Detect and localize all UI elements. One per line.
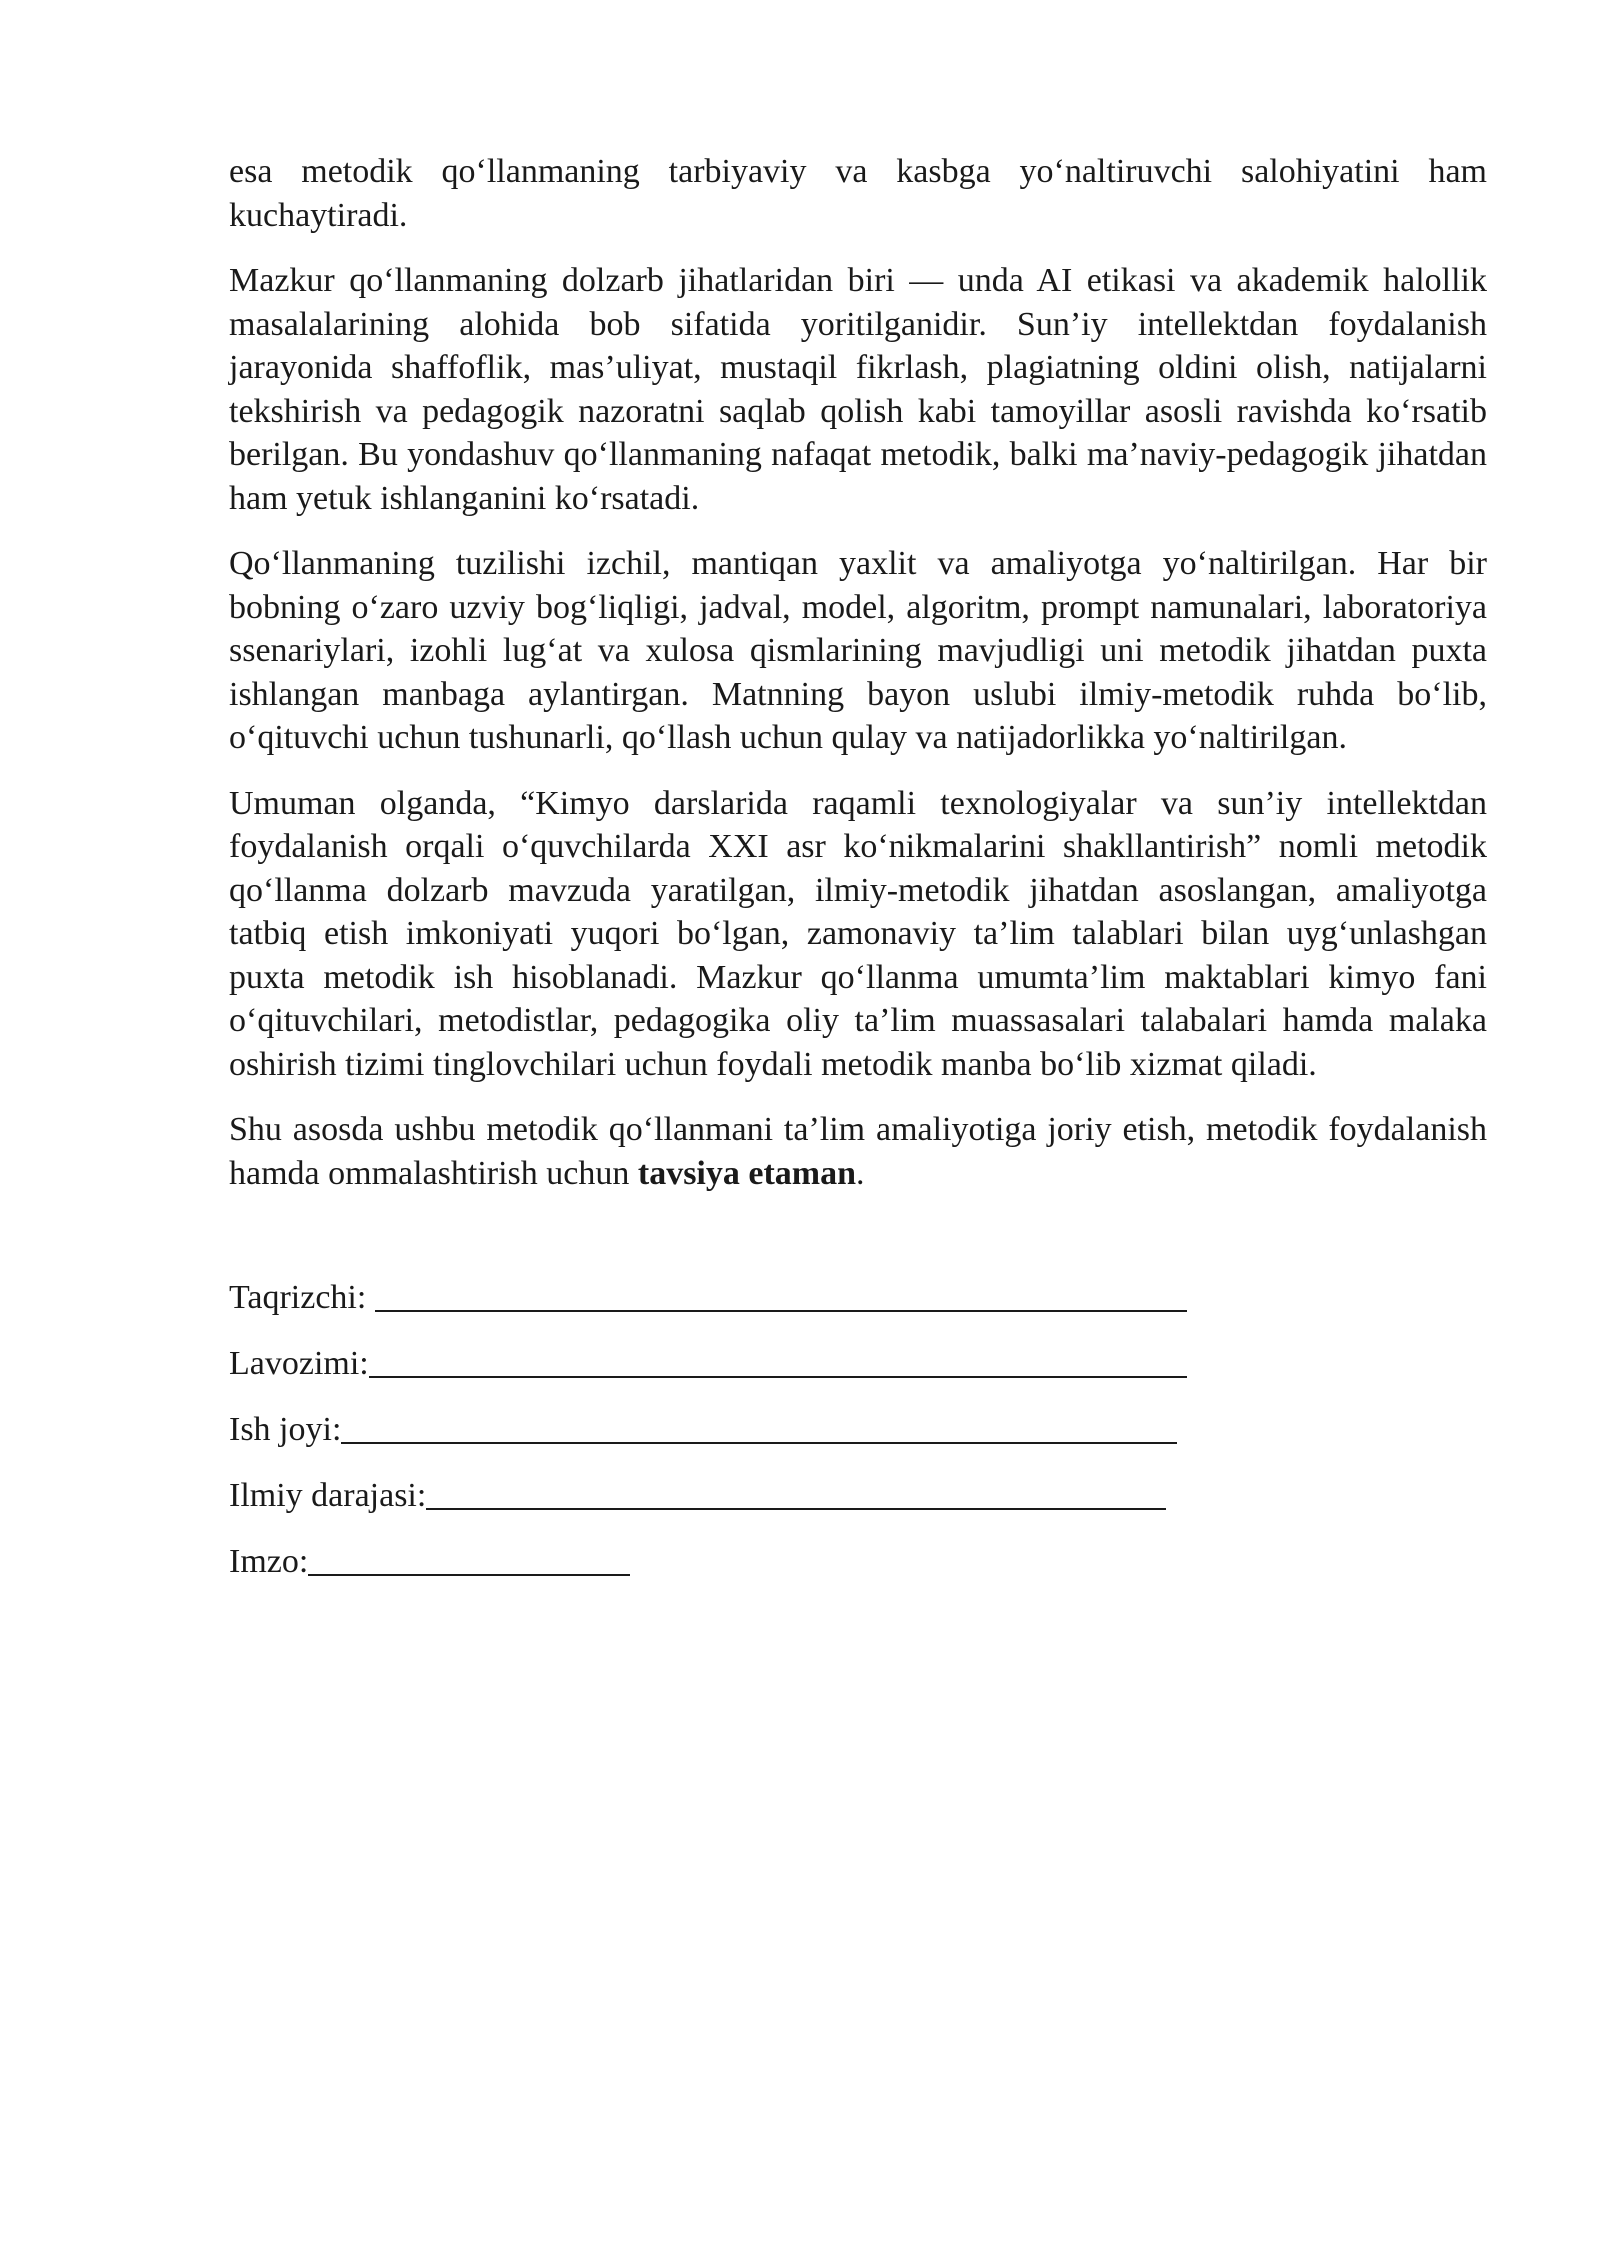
signature-block	[229, 1265, 1487, 1595]
document-page	[229, 150, 1487, 1595]
reviewer-blank-line	[375, 1280, 1187, 1312]
paragraph-4: Umuman olganda, “Kimyo darslarida raqamli texnologiyalar va sun’iy intellektdan foydalanish orqali o‘quvchilarda XXI asr ko‘nikmalarini shakllantirish” nomli metodik qo‘llanma dolzarb mavzuda yaratilgan, ilmiy-metodik jihatdan asoslangan, amaliyotga tatbiq etish imkoniyati yuqori bo‘lgan, zamonaviy ta’lim talablari bilan uyg‘unlashgan puxta metodik ish hisoblanadi. Mazkur qo‘llanma umumta’lim maktablari kimyo fani o‘qituvchilari, metodistlar, pedagogika oliy ta’lim muassasalari talabalari hamda malaka oshirish tizimi tinglovchilari uchun foydali metodik manba bo‘lib xizmat qiladi.	[229, 784, 1487, 1083]
conclusion-end: .	[856, 1154, 865, 1192]
conclusion-paragraph	[229, 1108, 1487, 1195]
conclusion-text: Shu asosda ushbu metodik qo‘llanmani ta’lim amaliyotiga joriy etish, metodik foydalanish hamda ommalashtirish uchun	[229, 1111, 1487, 1192]
degree-blank-line	[426, 1478, 1166, 1510]
position-row	[229, 1331, 1487, 1397]
workplace-row	[229, 1397, 1487, 1463]
reviewer-row	[229, 1265, 1487, 1331]
degree-row	[229, 1463, 1487, 1529]
paragraph-1: esa metodik qo‘llanmaning tarbiyaviy va kasbga yo‘naltiruvchi salohiyatini ham kuchaytiradi.	[229, 153, 1487, 234]
paragraph-3: Qo‘llanmaning tuzilishi izchil, mantiqan yaxlit va amaliyotga yo‘naltirilgan. Har bir bobning o‘zaro uzviy bog‘liqligi, jadval, model, algoritm, prompt namunalari, laboratoriya ssenariylari, izohli lug‘at va xulosa qismlarining mavjudligi uni metodik jihatdan puxta ishlangan manbaga aylantirgan. Matnning bayon uslubi ilmiy-metodik ruhda bo‘lib, o‘qituvchi uchun tushunarli, qo‘llash uchun qulay va natijadorlikka yo‘naltirilgan.	[229, 545, 1487, 756]
workplace-blank-line	[341, 1412, 1177, 1444]
position-label: Lavozimi:	[229, 1345, 369, 1382]
recommendation-bold: tavsiya etaman	[637, 1154, 857, 1192]
sign-row	[229, 1529, 1487, 1595]
sign-blank-line	[308, 1544, 630, 1576]
workplace-label: Ish joyi:	[229, 1411, 342, 1448]
paragraph-2: Mazkur qo‘llanmaning dolzarb jihatlaridan biri — unda AI etikasi va akademik halollik masalalarining alohida bob sifatida yoritilganidir. Sun’iy intellektdan foydalanish jarayonida shaffoflik, mas’uliyat, mustaqil fikrlash, plagiatning oldini olish, natijalarni tekshirish va pedagogik nazoratni saqlab qolish kabi tamoyillar asosli ravishda ko‘rsatib berilgan. Bu yondashuv qo‘llanmaning nafaqat metodik, balki ma’naviy-pedagogik jihatdan ham yetuk ishlanganini ko‘rsatadi.	[229, 262, 1487, 517]
reviewer-label: Taqrizchi:	[229, 1279, 375, 1316]
degree-label: Ilmiy darajasi:	[229, 1477, 427, 1514]
sign-label: Imzo:	[229, 1543, 309, 1580]
position-blank-line	[369, 1346, 1187, 1378]
